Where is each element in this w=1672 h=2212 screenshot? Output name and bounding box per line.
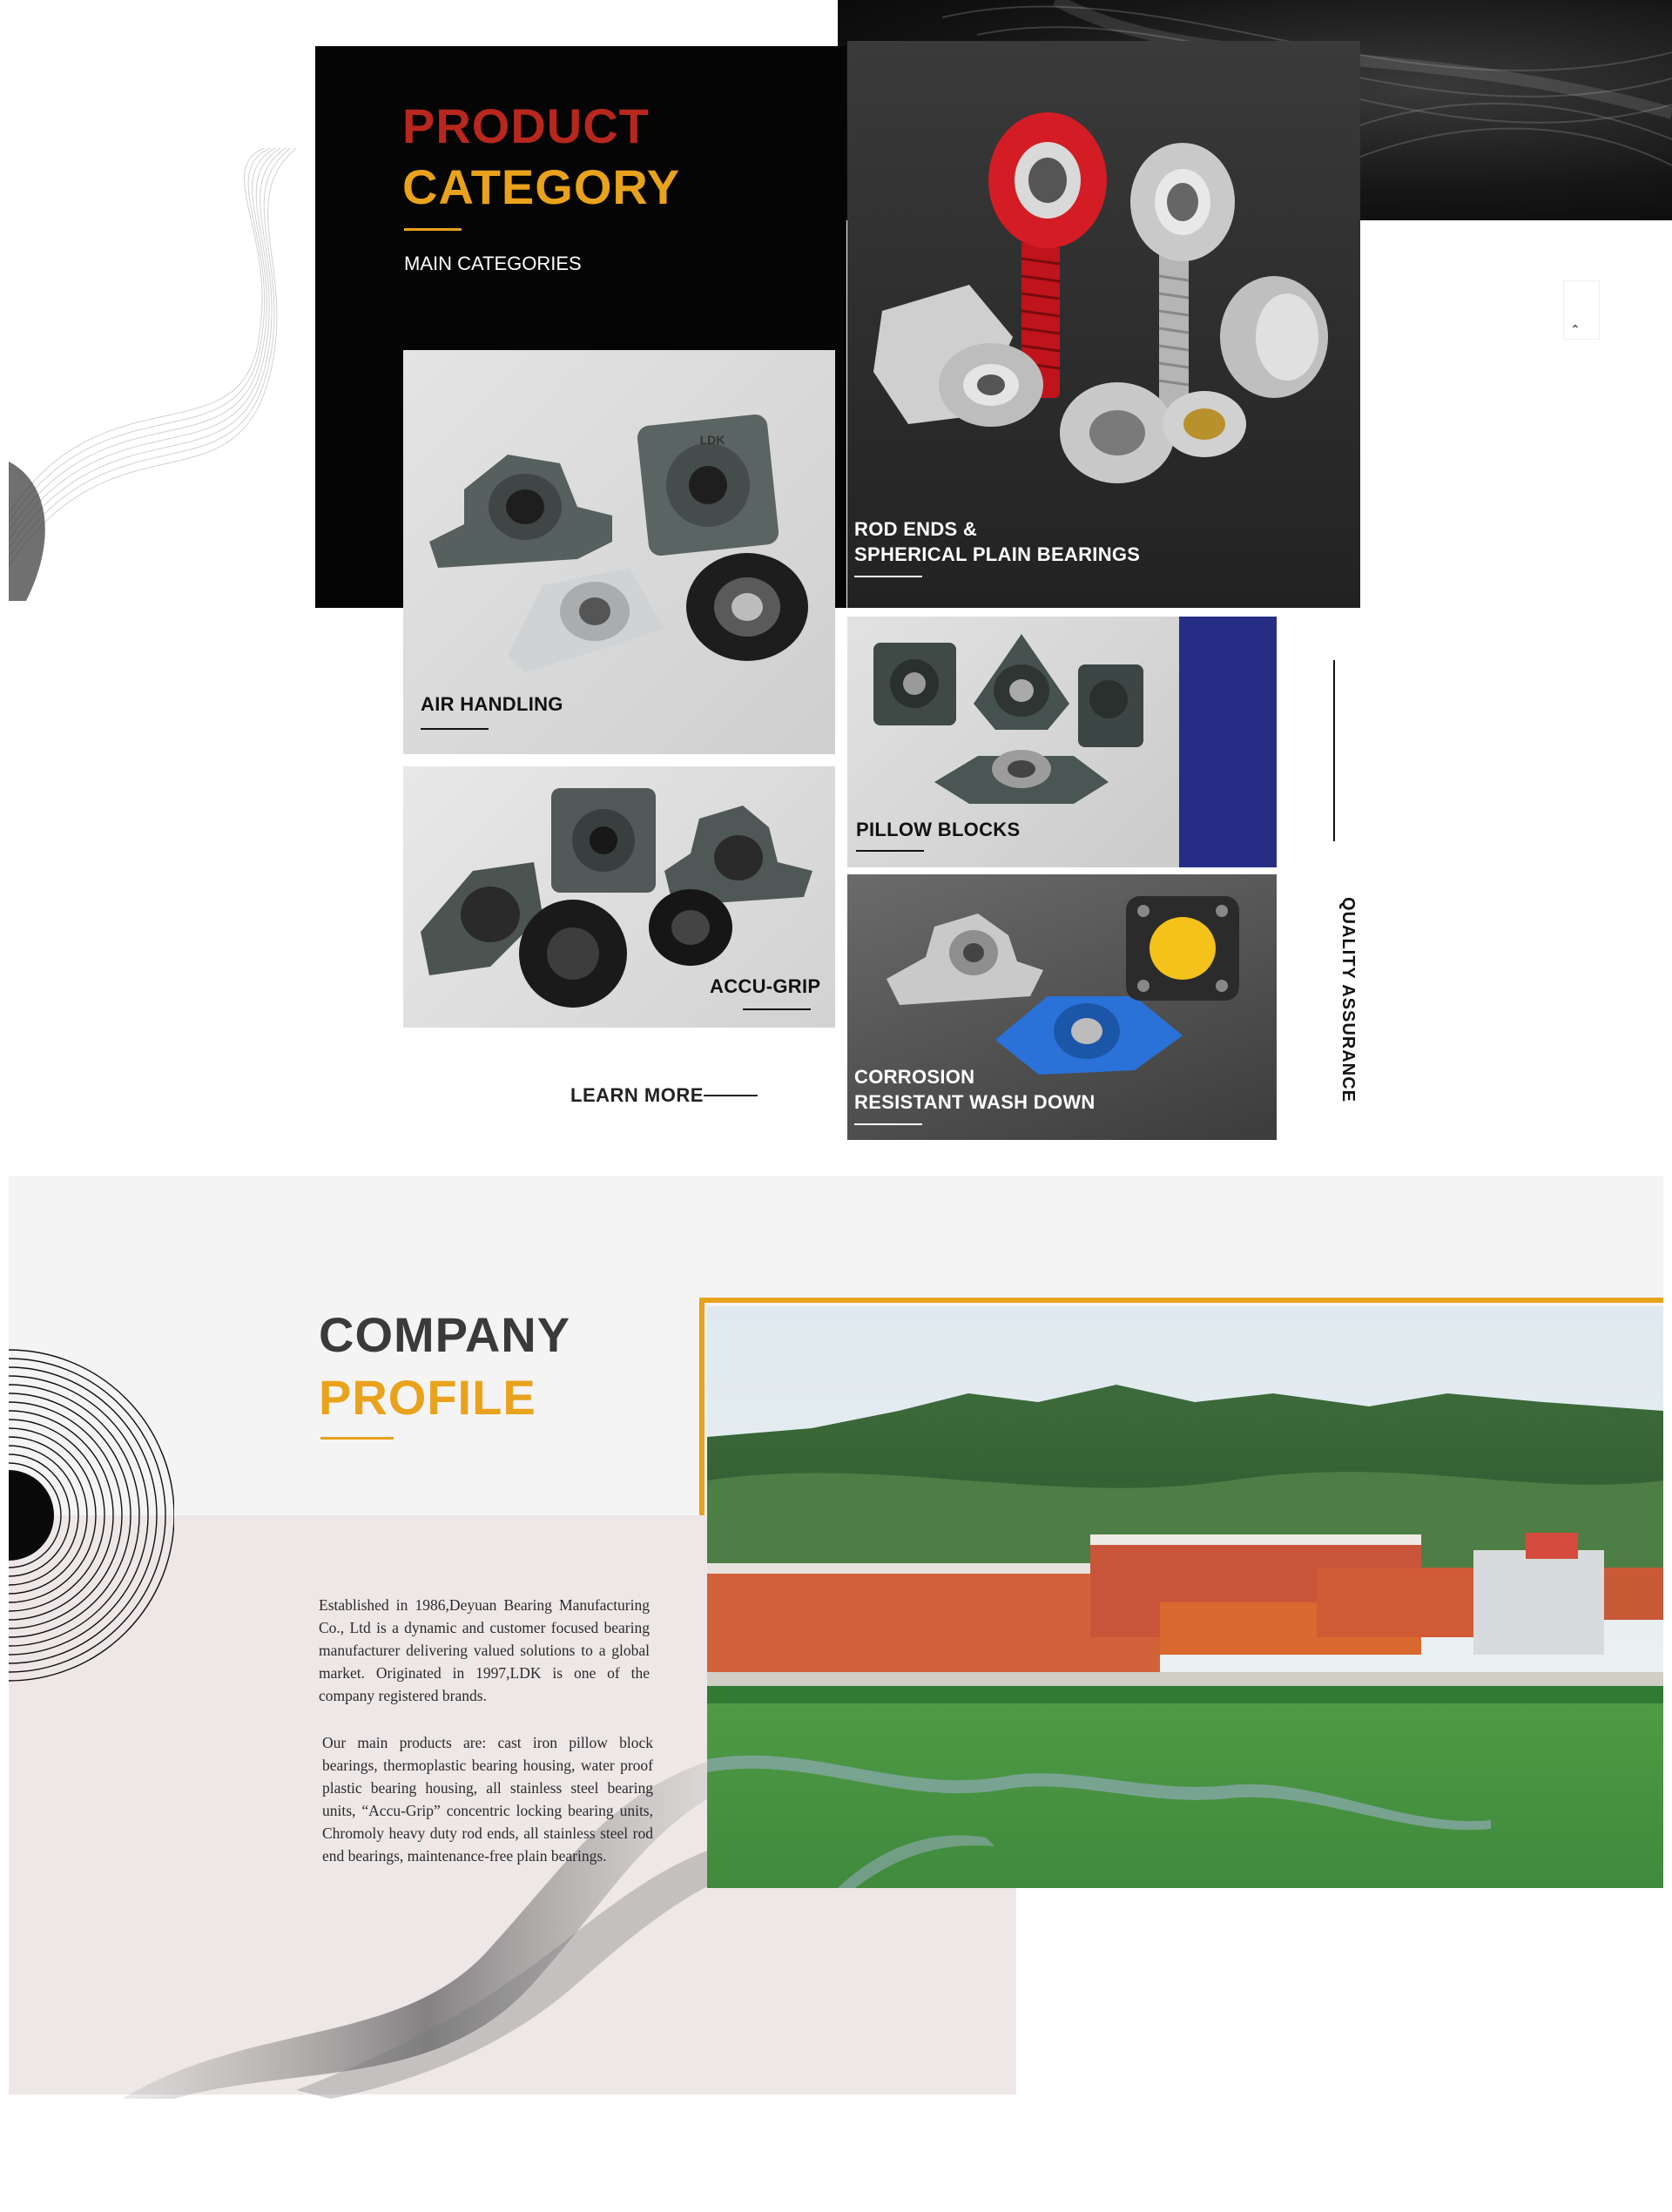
chevron-up-icon[interactable]: ⌃ bbox=[1570, 322, 1581, 336]
locking-collar-icon bbox=[519, 889, 732, 1008]
tile-pillow-blocks-label: PILLOW BLOCKS bbox=[856, 819, 1021, 840]
insert-bearing-icon bbox=[686, 553, 808, 661]
stainless-pillow-block-icon bbox=[887, 914, 1043, 1005]
profile-paragraph-intro: Established in 1986,Deyuan Bearing Manufacturing Co., Ltd is a dynamic and customer focused bearing manufacturer delivering valued solutions to a global market. Originated in 1997,LDK is one of the company registered brands. bbox=[319, 1596, 650, 1704]
tile-corrosion-label2: RESISTANT WASH DOWN bbox=[854, 1091, 1096, 1113]
profile-title-line1: COMPANY bbox=[319, 1307, 571, 1362]
stamped-steel-pillow-icon bbox=[508, 568, 664, 672]
tile-accu-grip-underline bbox=[743, 1008, 811, 1010]
female-rod-end-icon bbox=[873, 285, 1043, 427]
tile-air-handling[interactable] bbox=[403, 350, 835, 754]
quality-assurance-label: QUALITY ASSURANCE bbox=[1338, 897, 1358, 1103]
category-subtitle: MAIN CATEGORIES bbox=[404, 253, 582, 274]
two-bolt-flange-icon bbox=[934, 750, 1109, 804]
profile-title-line2: PROFILE bbox=[319, 1370, 536, 1425]
tile-accu-grip-label: ACCU-GRIP bbox=[710, 975, 821, 997]
silver-rod-end-icon bbox=[1130, 143, 1235, 415]
category-title-underline bbox=[404, 228, 462, 231]
tile-rod-ends-label1: ROD ENDS & bbox=[854, 518, 978, 540]
concentric-swirl-decoration bbox=[9, 1289, 174, 1742]
mesh-ribbon-decoration bbox=[9, 148, 340, 618]
factory-aerial-photo bbox=[707, 1306, 1663, 1888]
yellow-cap-flange-icon bbox=[1126, 896, 1239, 1001]
tile-rod-ends-underline bbox=[854, 576, 922, 577]
pillow-block-icon bbox=[429, 455, 612, 568]
square-flange-icon bbox=[873, 643, 956, 725]
tile-air-handling-label: AIR HANDLING bbox=[421, 693, 563, 715]
tile-air-handling-underline bbox=[421, 728, 489, 730]
blue-accent-panel bbox=[1179, 617, 1277, 867]
tile-corrosion-label1: CORROSION bbox=[854, 1066, 975, 1088]
four-bolt-flange-icon bbox=[551, 788, 656, 893]
three-bolt-flange-icon bbox=[974, 634, 1069, 730]
quality-assurance-rule bbox=[1333, 660, 1335, 841]
category-title-line1: PRODUCT bbox=[402, 98, 650, 153]
tile-rod-ends-label2: SPHERICAL PLAIN BEARINGS bbox=[854, 543, 1141, 565]
profile-title-underline bbox=[320, 1437, 394, 1440]
tile-pillow-blocks-underline bbox=[856, 850, 924, 852]
scroll-top-button[interactable] bbox=[1563, 280, 1600, 340]
tile-pillow-blocks[interactable] bbox=[847, 617, 1179, 867]
svg-text:LDK: LDK bbox=[699, 433, 725, 447]
category-title-line2: CATEGORY bbox=[402, 159, 681, 214]
profile-paragraph-products: Our main products are: cast iron pillow block bearings, thermoplastic bearing housing, water proof plastic bearing housing, all stainless steel bearing units, “Accu-Grip” concentric locking bearing units, Chromoly heavy duty rod ends, all stainless steel rod end bearings, maintenance-free plain bearings. bbox=[322, 1734, 653, 1865]
tile-corrosion-resistant[interactable] bbox=[847, 874, 1277, 1140]
learn-more-link[interactable]: LEARN MORE bbox=[570, 1084, 704, 1106]
blue-flange-icon bbox=[995, 996, 1183, 1075]
tile-rod-ends[interactable] bbox=[847, 41, 1360, 608]
take-up-unit-icon bbox=[1078, 664, 1143, 747]
tile-corrosion-underline bbox=[854, 1123, 922, 1125]
flange-block-icon bbox=[637, 414, 780, 557]
tile-accu-grip[interactable] bbox=[403, 766, 835, 1028]
spherical-bearing-icon bbox=[1060, 276, 1328, 483]
learn-more-rule bbox=[704, 1095, 758, 1096]
